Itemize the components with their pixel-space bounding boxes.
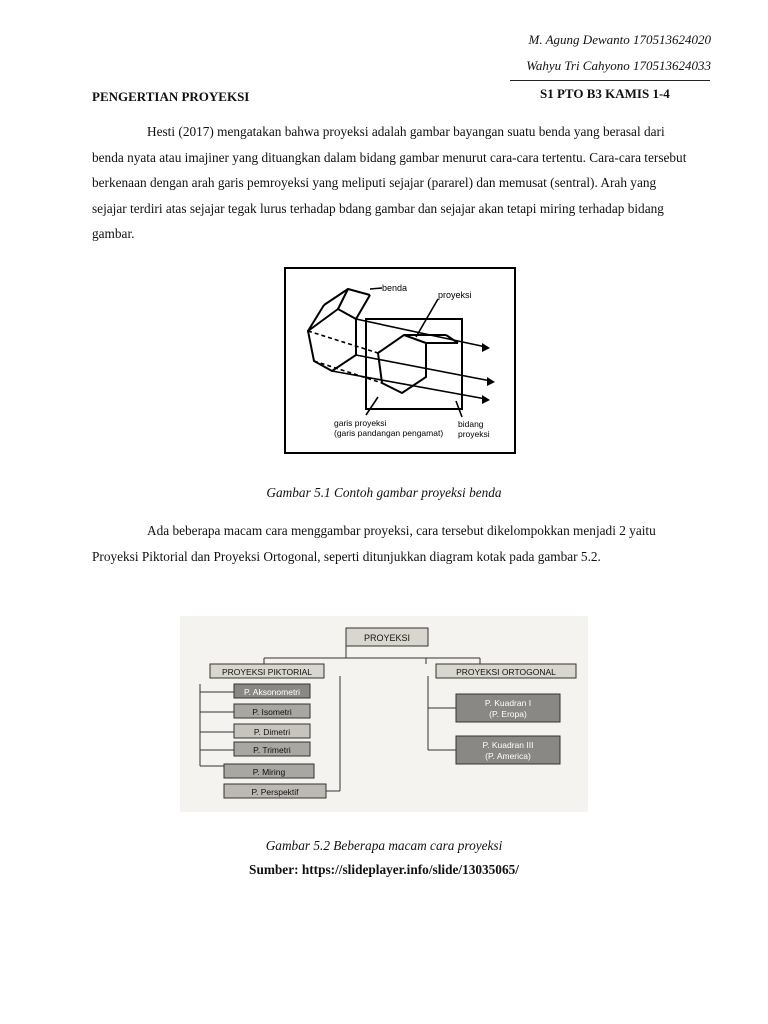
label-bidang: bidang — [458, 419, 484, 429]
figure-1-projection-illustration — [284, 267, 516, 454]
figure-2-source: Sumber: https://slideplayer.info/slide/13035065/ — [249, 862, 519, 877]
paragraph-1-text: Hesti (2017) mengatakan bahwa proyeksi adalah gambar bayangan suatu benda yang berasal dari benda nyata atau imajiner yang dituangkan dalam bidang gambar menurut cara-cara tertentu. Cara-cara tersebut berkenaan dengan arah garis pemroyeksi yang meliputi sejajar (pararel) dan memusat (sentral). Arah yang sejajar terdiri atas sejajar tegak lurus terhadap bdang gambar dan sejajar akan tetapi miring terhadap bidang gambar. — [92, 124, 687, 241]
figure-1-caption: Gambar 5.1 Contoh gambar proyeksi benda — [266, 485, 502, 500]
label-bidang-proyeksi: proyeksi — [458, 429, 490, 439]
label-garis-pandangan: (garis pandangan pengamat) — [334, 428, 444, 438]
arrow-head-2 — [487, 377, 495, 386]
author-line-2: Wahyu Tri Cahyono 170513624033 — [526, 58, 711, 73]
label-benda: benda — [382, 283, 408, 293]
label-dimetri: P. Dimetri — [253, 727, 291, 737]
figure-2-drawing — [180, 616, 588, 812]
label-proyeksi-root: PROYEKSI — [363, 633, 411, 643]
figure-1-drawing — [286, 269, 514, 452]
label-garis-proyeksi: garis proyeksi — [334, 418, 387, 428]
paragraph-1 — [92, 119, 692, 247]
arrow-head-3 — [482, 395, 490, 404]
label-america: (P. America) — [485, 751, 531, 761]
section-heading: PENGERTIAN PROYEKSI — [92, 89, 250, 104]
label-ortogonal: PROYEKSI ORTOGONAL — [456, 667, 556, 677]
label-kuadran-3: P. Kuadran III — [482, 740, 534, 750]
label-trimetri: P. Trimetri — [253, 745, 291, 755]
figure-2-projection-diagram — [180, 616, 588, 812]
figure-2-caption: Gambar 5.2 Beberapa macam cara proyeksi — [265, 838, 503, 853]
label-isometri: P. Isometri — [252, 707, 292, 717]
projection-ray-1 — [356, 319, 486, 347]
paragraph-2 — [92, 518, 692, 569]
label-piktorial: PROYEKSI PIKTORIAL — [221, 667, 313, 677]
header-divider — [510, 80, 710, 81]
author-line-1: M. Agung Dewanto 170513624020 — [528, 32, 711, 47]
class-label: S1 PTO B3 KAMIS 1-4 — [540, 86, 670, 101]
label-aksonometri: P. Aksonometri — [243, 687, 301, 697]
paragraph-2-text: Ada beberapa macam cara menggambar proyeksi, cara tersebut dikelompokkan menjadi 2 yaitu Proyeksi Piktorial dan Proyeksi Ortogonal, seperti ditunjukkan diagram kotak pada gambar 5.2. — [92, 523, 656, 564]
label-miring: P. Miring — [252, 767, 286, 777]
arrow-head-1 — [482, 343, 490, 352]
projection-ray-2 — [356, 355, 491, 381]
label-proyeksi: proyeksi — [438, 290, 472, 300]
label-kuadran-1: P. Kuadran I — [484, 698, 532, 708]
label-perspektif: P. Perspektif — [251, 787, 299, 797]
label-eropa: (P. Eropa) — [489, 709, 527, 719]
